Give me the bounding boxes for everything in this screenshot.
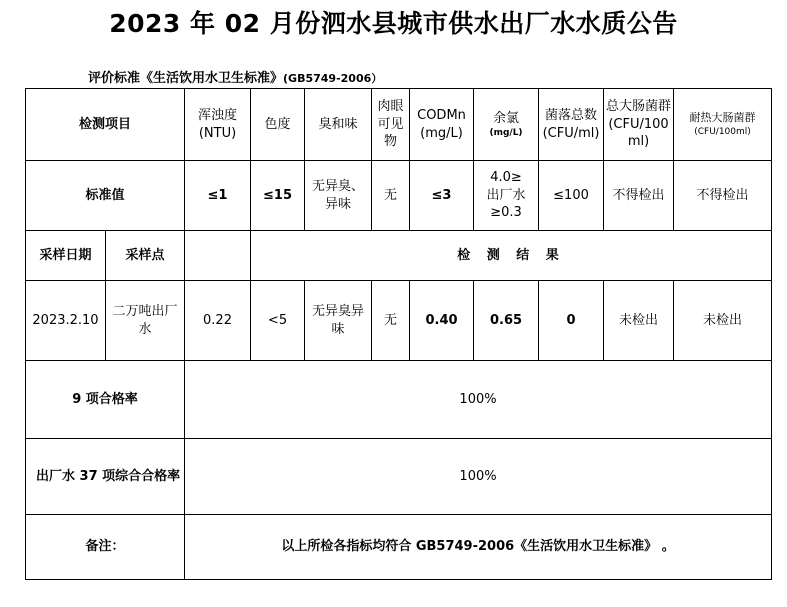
- header-turbidity-name: 浑浊度: [198, 107, 238, 123]
- pass9-value: 100%: [185, 361, 772, 439]
- header-bacteria-unit: (CFU/ml): [542, 125, 600, 141]
- standard-chlorine-line1: 4.0≥: [490, 170, 522, 186]
- water-quality-table: [25, 88, 772, 580]
- pass37-label: 出厂水 37 项综合合格率: [26, 439, 185, 515]
- header-coliform-name: 总大肠菌群: [606, 99, 672, 115]
- pass9-label: 9 项合格率: [26, 361, 185, 439]
- header-cod: [410, 89, 474, 161]
- evaluation-standard-code: (GB5749-2006）: [283, 72, 383, 85]
- standard-cod: ≤3: [410, 161, 474, 231]
- header-thermo-unit: (CFU/100ml): [694, 126, 751, 137]
- header-thermo: [674, 89, 772, 161]
- header-row: [26, 89, 772, 161]
- remark-value: 以上所检各指标均符合 GB5749-2006《生活饮用水卫生标准》 。: [185, 515, 772, 580]
- header-coliform-unit: (CFU/100ml): [608, 116, 669, 150]
- header-cod-name: CODMn: [417, 107, 466, 123]
- sampling-blank-cell: [185, 231, 251, 281]
- header-chlorine-name: 余氯: [493, 110, 520, 126]
- result-chlorine: 0.65: [474, 281, 539, 361]
- evaluation-standard-text: 评价标准《生活饮用水卫生标准》: [88, 71, 284, 86]
- standard-odor: 无异臭、异味: [305, 161, 372, 231]
- header-item: 检测项目: [26, 89, 185, 161]
- result-coliform: 未检出: [604, 281, 674, 361]
- header-cod-unit: (mg/L): [420, 125, 463, 141]
- standard-chlorine-line2: 出厂水: [486, 187, 526, 203]
- remark-label: 备注：: [26, 515, 185, 580]
- pass9-row: [26, 361, 772, 439]
- header-odor: 臭和味: [305, 89, 372, 161]
- standard-coliform: 不得检出: [604, 161, 674, 231]
- standard-row: [26, 161, 772, 231]
- pass37-value: 100%: [185, 439, 772, 515]
- header-bacteria: [539, 89, 604, 161]
- result-visible: 无: [372, 281, 410, 361]
- standard-thermo: 不得检出: [674, 161, 772, 231]
- pass37-row: [26, 439, 772, 515]
- standard-label: 标准值: [26, 161, 185, 231]
- standard-chlorine-line3: ≥0.3: [490, 205, 522, 221]
- result-cod: 0.40: [410, 281, 474, 361]
- standard-color: ≤15: [251, 161, 305, 231]
- standard-bacteria: ≤100: [539, 161, 604, 231]
- result-odor: 无异臭异味: [305, 281, 372, 361]
- result-date: 2023.2.10: [26, 281, 106, 361]
- header-color: 色度: [251, 89, 305, 161]
- header-visible: 肉眼可见物: [372, 89, 410, 161]
- header-chlorine-unit: (mg/L): [489, 128, 523, 139]
- remark-row: [26, 515, 772, 580]
- sampling-point-label: 采样点: [106, 231, 185, 281]
- standard-chlorine: [474, 161, 539, 231]
- page-title: 2023 年 02 月份泗水县城市供水出厂水水质公告: [109, 9, 678, 38]
- result-turbidity: 0.22: [185, 281, 251, 361]
- header-turbidity-unit: (NTU): [198, 125, 237, 141]
- result-row: [26, 281, 772, 361]
- header-turbidity: [185, 89, 251, 161]
- header-thermo-name: 耐热大肠菌群: [689, 111, 756, 124]
- results-label: 检 测 结 果: [251, 231, 772, 281]
- header-chlorine: [474, 89, 539, 161]
- sampling-date-label: 采样日期: [26, 231, 106, 281]
- result-color: <5: [251, 281, 305, 361]
- standard-visible: 无: [372, 161, 410, 231]
- standard-turbidity: ≤1: [185, 161, 251, 231]
- result-thermo: 未检出: [674, 281, 772, 361]
- evaluation-standard: [88, 67, 382, 86]
- result-point: 二万吨出厂水: [106, 281, 185, 361]
- sampling-header-row: [26, 231, 772, 281]
- header-bacteria-name: 菌落总数: [545, 107, 598, 123]
- header-coliform: [604, 89, 674, 161]
- result-bacteria: 0: [539, 281, 604, 361]
